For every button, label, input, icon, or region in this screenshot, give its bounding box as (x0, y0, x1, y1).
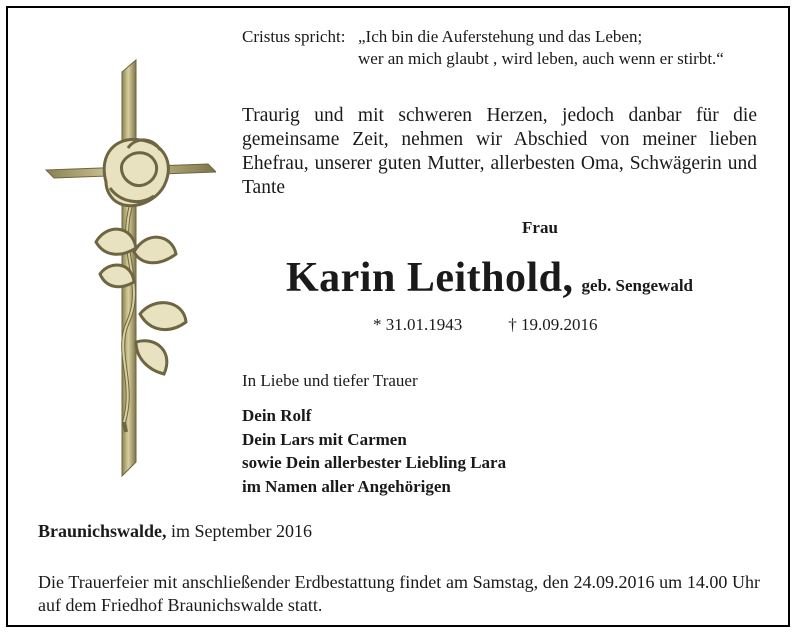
family-member: sowie Dein allerbester Liebling Lara (242, 453, 507, 472)
title-line (8, 218, 792, 238)
intro-text: Traurig und mit schweren Herzen, jedoch danbar für die gemeinsame Zeit, nehmen wir Abschied von meiner lieben Ehefrau, unserer guten Mutter, allerbesten Oma, Schwägerin und Tante (242, 105, 757, 198)
place-date: im September 2016 (171, 521, 313, 541)
family-member: Dein Lars mit Carmen (242, 429, 407, 449)
cross-with-rose-icon (36, 52, 216, 482)
quote-line-1: „Ich bin die Auferstehung und das Leben; (358, 27, 643, 46)
maiden-name: geb. Sengewald (581, 276, 694, 295)
mourning-line: In Liebe und tiefer Trauer (242, 371, 418, 390)
funeral-info: Die Trauerfeier mit anschließender Erdbestattung findet am Samstag, den 24.09.2016 um 14.00 Uhr auf dem Friedhof Braunichswalde statt. (38, 572, 760, 615)
life-dates (373, 315, 598, 335)
family-member: im Namen aller Angehörigen (242, 476, 451, 496)
obituary-notice (6, 6, 790, 627)
death-date: † 19.09.2016 (508, 315, 598, 334)
bible-quote (242, 26, 724, 70)
quote-speaker: Cristus spricht: (242, 27, 346, 46)
place-date-line (38, 521, 312, 542)
salutation: Frau (522, 218, 558, 237)
deceased-name: Karin Leithold, (286, 255, 574, 301)
family-list (242, 404, 506, 498)
birth-date: * 31.01.1943 (373, 315, 463, 334)
deceased-name-line (286, 254, 693, 302)
family-member: Dein Rolf (242, 406, 312, 425)
quote-line-2: wer an mich glaubt , wird leben, auch wenn er stirbt.“ (358, 49, 724, 68)
place-town: Braunichswalde, (38, 521, 167, 541)
